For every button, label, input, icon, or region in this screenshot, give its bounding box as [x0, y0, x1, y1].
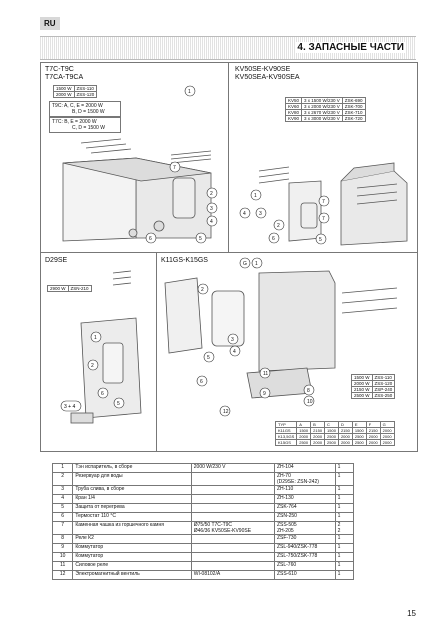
svg-text:7: 7	[322, 216, 325, 222]
svg-text:3: 3	[210, 206, 213, 212]
svg-text:G: G	[243, 261, 247, 267]
table-cell-spec	[191, 544, 274, 553]
table-cell-spec	[191, 495, 274, 504]
exploded-drawing-kv	[229, 63, 417, 253]
table-cell-spec: Ø75/50 T7C-T9C Ø46/36 KV50SE-KV90SE	[191, 522, 274, 535]
cell: ZSS-110	[372, 375, 395, 381]
table-cell-qty: 1	[335, 571, 353, 580]
table-cell-qty: 1	[335, 486, 353, 495]
table-row	[53, 464, 354, 473]
cell: D	[338, 422, 352, 428]
cell: 3 x 1500 W/230 V	[302, 98, 343, 104]
table-cell-n: 10	[53, 553, 73, 562]
svg-text:1: 1	[254, 193, 257, 199]
table-cell-code: ZSF-730	[274, 535, 335, 544]
cell: KV50	[286, 98, 302, 104]
table-cell-spec	[191, 504, 274, 513]
table-cell-spec	[191, 553, 274, 562]
panel-title: KV50SE-KV90SE	[235, 66, 291, 73]
table-cell-name: Защита от перегрева	[73, 504, 191, 513]
svg-text:3: 3	[231, 337, 234, 343]
table-cell-qty: 1	[335, 535, 353, 544]
cell: ZSK-720	[342, 116, 365, 122]
svg-text:2: 2	[277, 223, 280, 229]
table-cell-qty: 1	[335, 473, 353, 486]
svg-text:1: 1	[255, 261, 258, 267]
table-cell-spec	[191, 562, 274, 571]
table-cell-n: 4	[53, 495, 73, 504]
cell: ZSP-240	[372, 387, 395, 393]
cell: 2500	[297, 440, 311, 446]
cell: 2000 W	[54, 92, 75, 98]
table-cell-code: ZH-70 (D29SE: ZSN-242)	[274, 473, 335, 486]
table-cell-code: ZH-130	[274, 495, 335, 504]
table-cell-name: Тэн испаритель, в сборе	[73, 464, 191, 473]
table-cell-code: ZSL-940/ZSK-778	[274, 544, 335, 553]
table-cell-spec: 2000 W/230 V	[191, 464, 274, 473]
cell: 2000	[366, 434, 380, 440]
cell: KV60	[286, 104, 302, 110]
cell: 2000	[311, 434, 325, 440]
svg-text:4: 4	[210, 219, 213, 225]
cell: ZSS-120	[372, 381, 395, 387]
table-cell-name: Термостат 110 °C	[73, 513, 191, 522]
cell: 1500 W	[54, 86, 75, 92]
table-row	[53, 562, 354, 571]
svg-text:2: 2	[91, 363, 94, 369]
svg-text:9: 9	[263, 391, 266, 397]
table-cell-name: Реле К2	[73, 535, 191, 544]
table-row	[53, 535, 354, 544]
table-cell-code: ZH-110	[274, 486, 335, 495]
table-row	[53, 571, 354, 580]
table-cell-code: ZSS-610	[274, 571, 335, 580]
cell: ZSK-710	[342, 110, 365, 116]
svg-text:2: 2	[201, 287, 204, 293]
table-cell-qty: 1	[335, 544, 353, 553]
cell: ZSS-110	[74, 86, 97, 92]
table-cell-code: ZSK-764	[274, 504, 335, 513]
exploded-drawing-d29se	[41, 253, 157, 451]
svg-text:7: 7	[173, 165, 176, 171]
cell: 2000 W	[352, 381, 373, 387]
table-cell-code: ZSN-250	[274, 513, 335, 522]
table-cell-n: 5	[53, 504, 73, 513]
panel-title: D29SE	[45, 257, 68, 264]
table-row	[53, 522, 354, 535]
cell: ZSK-690	[342, 98, 365, 104]
cell: 2150 W	[352, 387, 373, 393]
section-header	[40, 36, 416, 60]
table-row	[53, 504, 354, 513]
table-cell-name: Труба слива, в сборе	[73, 486, 191, 495]
table-row	[53, 486, 354, 495]
cell: K11GS	[276, 428, 297, 434]
svg-text:6: 6	[272, 236, 275, 242]
table-cell-qty: 1	[335, 513, 353, 522]
table-cell-code: ZSL-760	[274, 562, 335, 571]
panel-title: K11GS-K15GS	[161, 257, 208, 264]
cell: C	[325, 422, 339, 428]
exploded-drawing-k11gs	[157, 253, 417, 451]
cell: 2500 W	[352, 393, 373, 399]
svg-text:4: 4	[243, 211, 246, 217]
cell: F	[366, 422, 380, 428]
table-cell-spec: WI-08102/A	[191, 571, 274, 580]
svg-text:6: 6	[200, 379, 203, 385]
table-cell-qty: 1	[335, 562, 353, 571]
table-cell-name: Силовое реле	[73, 562, 191, 571]
table-cell-n: 2	[53, 473, 73, 486]
svg-text:5: 5	[199, 236, 202, 242]
cell: 2000	[380, 428, 394, 434]
table-cell-n: 6	[53, 513, 73, 522]
panel-d29se	[40, 252, 158, 452]
table-cell-name: Каменная чашка из горшечного камня	[73, 522, 191, 535]
table-cell-code: ZSL-750/ZSK-778	[274, 553, 335, 562]
table-cell-spec	[191, 535, 274, 544]
section-title: 4. ЗАПАСНЫЕ ЧАСТИ	[297, 42, 404, 53]
cell: 2000	[338, 440, 352, 446]
cell: 3 x 2000 W/230 V	[302, 104, 343, 110]
panel-k11gs-k15gs	[156, 252, 418, 452]
cell: 1500	[352, 428, 366, 434]
cell: E	[352, 422, 366, 428]
cell: B	[311, 422, 325, 428]
cell: A	[297, 422, 311, 428]
table-cell-n: 11	[53, 562, 73, 571]
table-cell-qty: 1	[335, 495, 353, 504]
note-line: T9C: A, C, E = 2000 W	[52, 103, 103, 109]
table-row	[53, 495, 354, 504]
svg-text:4: 4	[233, 349, 236, 355]
table-cell-code: ZH-104	[274, 464, 335, 473]
cell: 2000	[297, 434, 311, 440]
table-cell-qty: 1	[335, 504, 353, 513]
cell: K13,5GS	[276, 434, 297, 440]
cell: 2150	[338, 428, 352, 434]
cell: ZSK-700	[342, 104, 365, 110]
table-cell-name: Коммутатор	[73, 544, 191, 553]
panel-t7c-t9c	[40, 62, 230, 254]
cell: 2500	[352, 434, 366, 440]
table-cell-n: 1	[53, 464, 73, 473]
table-cell-qty: 2 2	[335, 522, 353, 535]
svg-text:1: 1	[188, 89, 191, 95]
table-cell-spec	[191, 486, 274, 495]
svg-text:6: 6	[101, 391, 104, 397]
table-cell-qty: 1	[335, 553, 353, 562]
cell: 2000	[311, 440, 325, 446]
note-line: C, D = 1500 W	[72, 125, 105, 131]
table-cell-code: ZSS-505 ZH-205	[274, 522, 335, 535]
table-cell-spec	[191, 473, 274, 486]
cell: TYP	[276, 422, 297, 428]
cell: 2500	[352, 440, 366, 446]
svg-text:7: 7	[322, 199, 325, 205]
svg-text:2: 2	[210, 191, 213, 197]
table-cell-spec	[191, 513, 274, 522]
cell: 2000	[380, 440, 394, 446]
svg-text:5: 5	[207, 355, 210, 361]
svg-text:3: 3	[259, 211, 262, 217]
cell: 3 x 2670 W/230 V	[302, 110, 343, 116]
svg-text:1: 1	[94, 335, 97, 341]
table-cell-name: Электромагнитный вентиль	[73, 571, 191, 580]
cell: 1500	[297, 428, 311, 434]
note-line: B, D = 1500 W	[72, 109, 105, 115]
cell: 2150	[366, 428, 380, 434]
svg-text:6: 6	[149, 236, 152, 242]
cell: ZSN-210	[68, 286, 91, 292]
svg-text:5: 5	[319, 237, 322, 243]
note-line: T7C: B, E = 2000 W	[52, 119, 97, 125]
cell: 1500 W	[352, 375, 373, 381]
panel-subtitle: KV50SEA-KV90SEA	[235, 74, 300, 81]
cell: 2000	[366, 440, 380, 446]
table-cell-n: 3	[53, 486, 73, 495]
svg-text:10: 10	[307, 399, 313, 405]
panel-kv50se-kv90se	[228, 62, 418, 254]
table-cell-n: 8	[53, 535, 73, 544]
table-cell-name: Коммутатор	[73, 553, 191, 562]
page-number: 15	[407, 609, 416, 618]
cell: 3 x 3000 W/230 V	[302, 116, 343, 122]
cell: ZSS-120	[74, 92, 97, 98]
cell: 2000	[338, 434, 352, 440]
table-cell-qty: 1	[335, 464, 353, 473]
table-row	[53, 513, 354, 522]
svg-text:5: 5	[117, 401, 120, 407]
cell: KV80	[286, 110, 302, 116]
cell: 2900 W	[48, 286, 69, 292]
table-row	[53, 544, 354, 553]
cell: G	[380, 422, 394, 428]
table-cell-n: 7	[53, 522, 73, 535]
svg-text:12: 12	[223, 409, 229, 415]
table-cell-n: 12	[53, 571, 73, 580]
cell: 2000	[380, 434, 394, 440]
cell: K15GS	[276, 440, 297, 446]
cell: KV90	[286, 116, 302, 122]
svg-text:8: 8	[307, 388, 310, 394]
combo-label: 3 + 4	[64, 404, 76, 410]
cell: ZSS-250	[372, 393, 395, 399]
table-row	[53, 553, 354, 562]
table-cell-name: Кран 1/4	[73, 495, 191, 504]
cell: 2500	[325, 440, 339, 446]
cell: 2500	[325, 434, 339, 440]
panel-subtitle: T7CA-T9CA	[45, 74, 84, 81]
language-badge: RU	[40, 17, 60, 30]
cell: 1500	[325, 428, 339, 434]
table-cell-name: Резервуар для воды	[73, 473, 191, 486]
exploded-drawing-t7c	[41, 63, 229, 253]
parts-table	[52, 463, 354, 580]
svg-text:11: 11	[263, 371, 269, 377]
table-row	[53, 473, 354, 486]
cell: 2150	[311, 428, 325, 434]
table-cell-n: 9	[53, 544, 73, 553]
panel-title: T7C-T9C	[45, 66, 74, 73]
